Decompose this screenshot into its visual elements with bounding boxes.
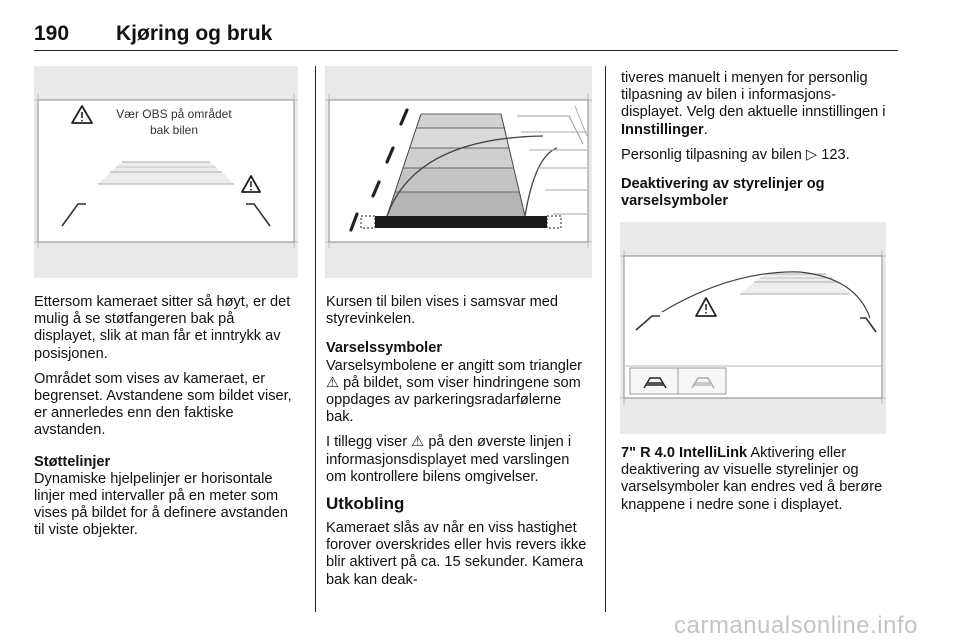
figure-guidelines: [325, 66, 592, 278]
header-rule: [34, 50, 898, 51]
warning-triangle-icon: ⚠: [411, 434, 425, 451]
warning-text-line1: Vær OBS på området: [116, 107, 232, 121]
watermark: carmanualsonline.info: [674, 612, 918, 639]
paragraph: Varselsymbolene er angitt som triangler ⚠ på bildet, som viser hindringene som oppdages av parkeringsradarfølerne bak.: [326, 357, 583, 426]
warning-symbols-toggle-button[interactable]: [678, 368, 726, 394]
page-number: 190: [34, 22, 70, 45]
paragraph: Personlig tilpasning av bilen ▷ 123.: [621, 146, 850, 163]
warning-triangle-icon: ⚠: [326, 374, 340, 391]
section-heading: varselsymboler: [621, 193, 729, 210]
paragraph: tiveres manuelt i menyen for personlig tilpasning av bilen i informasjonsdisplayet. Velg den aktuelle innstillingen i Innstillinger.: [621, 70, 886, 138]
section-heading: Deaktivering av styrelinjer og: [621, 176, 825, 193]
column-2: [326, 294, 590, 597]
section-heading: Varselssymboler: [326, 340, 443, 357]
figure-camera-warning: [34, 66, 298, 278]
page-reference-link[interactable]: 123: [821, 146, 846, 163]
guidelines-toggle-button[interactable]: [630, 368, 678, 394]
column-3: [621, 70, 887, 210]
page-title: Kjøring og bruk: [116, 22, 273, 45]
paragraph: Området som vises av kameraet, er begrenset. Avstandene som bildet viser, er annerledes enn den faktiske avstanden.: [34, 370, 292, 439]
section-heading: Utkobling: [326, 494, 405, 514]
section-heading: Støttelinjer: [34, 453, 111, 470]
column-3-continued: [621, 445, 887, 522]
column-divider-2: [605, 66, 606, 612]
paragraph: Kameraet slås av når en viss hastighet forover overskrides eller hvis revers ikke blir aktivert på ca. 15 sekunder. Kamera bak kan deak-: [326, 520, 587, 588]
warning-text-line2: bak bilen: [149, 123, 199, 137]
paragraph: 7" R 4.0 IntelliLink Aktivering eller deaktivering av visuelle styrelinjer og varselsymboler kan endres ved å berøre knappene i nedre sone i displayet.: [621, 445, 883, 513]
figure-settings-buttons: [620, 222, 886, 434]
page-reference-arrow-icon: ▷: [805, 146, 818, 163]
paragraph: Ettersom kameraet sitter så høyt, er det mulig å se støtfangeren bak på displayet, slik at man får et inntrykk av posisjonen.: [34, 294, 291, 362]
column-divider-1: [315, 66, 316, 612]
column-1: [34, 294, 300, 548]
paragraph: I tillegg viser ⚠ på den øverste linjen i informasjonsdisplayet med varslingen om kontrollere bilens omgivelser.: [326, 434, 572, 485]
paragraph: Dynamiske hjelpelinjer er horisontale linjer med intervaller på en meter som vises på bildet for å definere avstanden til viste objekter.: [34, 470, 288, 539]
paragraph: Kursen til bilen vises i samsvar med styrevinkelen.: [326, 294, 558, 328]
